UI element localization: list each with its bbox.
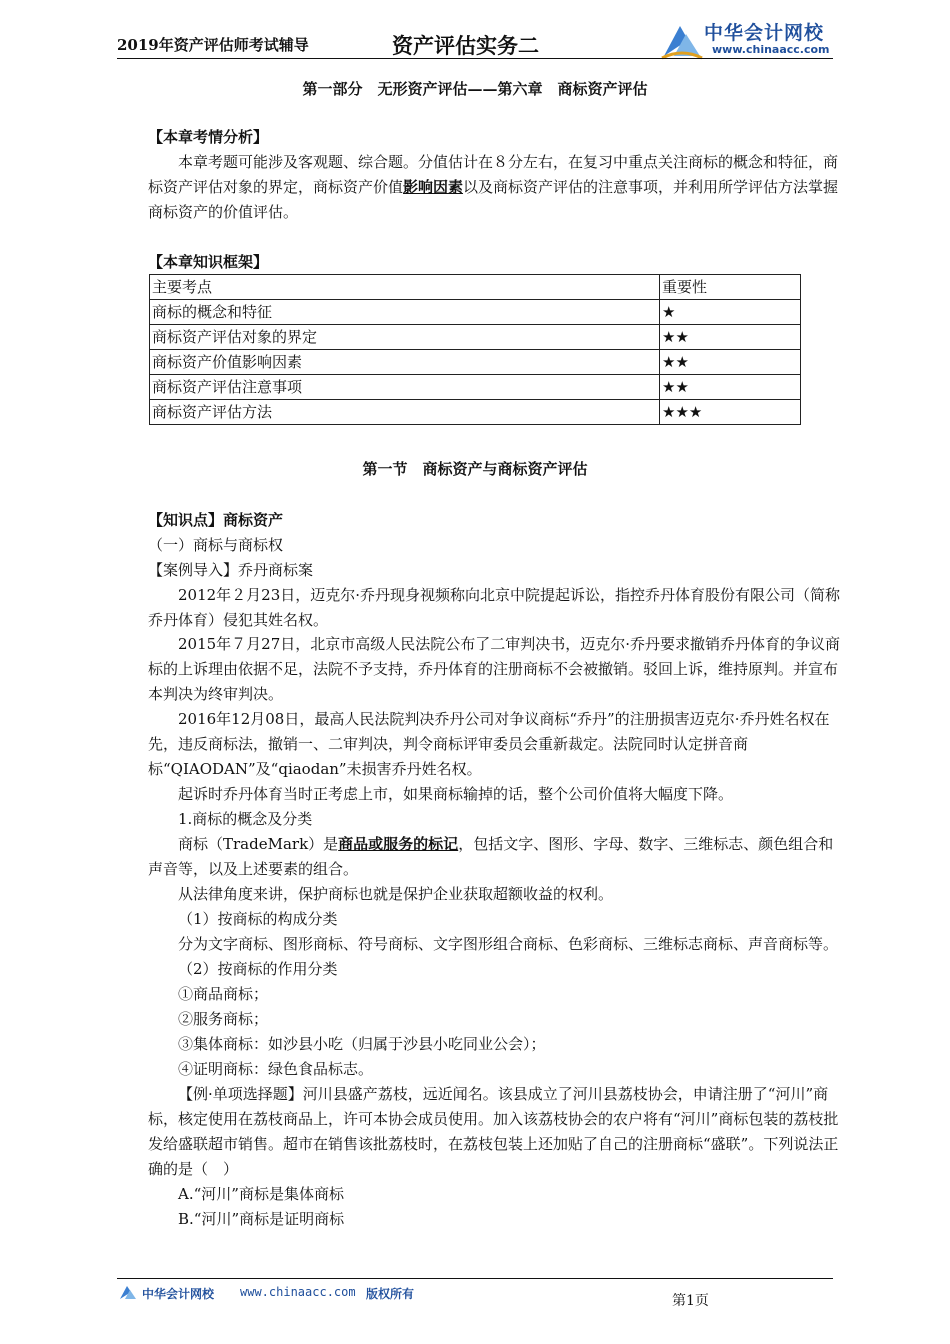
classification-1: （1）按商标的构成分类 <box>178 910 338 928</box>
case-paragraph-4: 起诉时乔丹体育当时正考虑上市，如果商标输掉的话，整个公司价值将大幅度下降。 <box>178 785 734 803</box>
subheading: （一）商标与商标权 <box>148 536 284 554</box>
importance-stars: ★★ <box>660 325 801 350</box>
example-text: 河川县盛产荔枝，远近闻名。该县成立了河川县荔枝协会，申请注册了“河川”商标，核定使用在荔枝商品上，许可本协会成员使用。加入该荔枝协会的农户将有“河川”商标包装的荔枝批发给盛联超市销售。超市在销售该批荔枝时，在荔枝包装上还加贴了自己的注册商标“盛联”。下列说法正确的是（ ） <box>148 1085 839 1178</box>
case-paragraph-1: 2012年２月23日，迈克尔·乔丹现身视频称向北京中院提起诉讼，指控乔丹体育股份有限公司（简称乔丹体育）侵犯其姓名权。 <box>148 586 841 629</box>
analysis-text-part2: 以及商标资产评估的注意事项，并利用所学评估方法掌握商标资产的价值评估。 <box>148 178 839 221</box>
case-paragraph-3: 2016年12月08日，最高人民法院判决乔丹公司对争议商标“乔丹”的注册损害迈克尔·乔丹姓名权在先，违反商标法，撤销一、二审判决，判令商标评审委员会重新裁定。法院同时认定拼音商标“QIAODAN”及“qiaodan”未损害乔丹姓名权。 <box>148 710 830 778</box>
importance-stars: ★★ <box>660 375 801 400</box>
classification-1-text: 分为文字商标、图形商标、符号商标、文字图形组合商标、色彩商标、三维标志商标、声音商标等。 <box>178 935 839 953</box>
table-row <box>150 375 801 400</box>
chapter-title: 第一部分 无形资产评估——第六章 商标资产评估 <box>302 80 648 98</box>
footer-rights: 版权所有 <box>366 1287 415 1301</box>
legal-note: 从法律角度来讲，保护商标也就是保护企业获取超额收益的权利。 <box>178 885 614 903</box>
table-header-cell: 重要性 <box>660 275 801 300</box>
footer-rule <box>117 1278 833 1279</box>
option-a: A.“河川”商标是集体商标 <box>178 1185 344 1203</box>
analysis-text <box>148 150 848 225</box>
logo-name: 中华会计网校 <box>704 22 825 44</box>
table-header-row <box>150 275 801 300</box>
importance-stars: ★★★ <box>660 400 801 425</box>
table-cell: 商标资产价值影响因素 <box>150 350 660 375</box>
importance-stars: ★★ <box>660 350 801 375</box>
list-item: ④证明商标：绿色食品标志。 <box>178 1060 374 1078</box>
definition-part2: ，包括文字、图形、字母、数字、三维标志、颜色组合和声音等，以及上述要素的组合。 <box>148 835 834 878</box>
list-item: ③集体商标：如沙县小吃（归属于沙县小吃同业公会）； <box>178 1035 546 1053</box>
table-header-cell: 主要考点 <box>150 275 660 300</box>
knowledge-point: 【知识点】商标资产 <box>148 511 284 529</box>
framework-table <box>149 274 801 425</box>
case-paragraph-2: 2015年７月27日，北京市高级人民法院公布了二审判决书，迈克尔·乔丹要求撤销乔丹体育的争议商标的上诉理由依据不足，法院不予支持，乔丹体育的注册商标不会被撤销。驳回上诉，维持原判。并宣布本判决为终审判决。 <box>148 635 841 703</box>
table-row <box>150 325 801 350</box>
example-question <box>148 1082 848 1182</box>
footer-logo-icon <box>118 1282 138 1302</box>
trademark-definition <box>148 832 848 882</box>
footer-brand <box>118 1282 438 1306</box>
analysis-heading: 【本章考情分析】 <box>148 128 269 146</box>
logo <box>660 16 840 64</box>
table-row <box>150 350 801 375</box>
page-number: 第1页 <box>672 1293 709 1309</box>
list-item: ①商品商标； <box>178 985 269 1003</box>
table-cell: 商标资产评估注意事项 <box>150 375 660 400</box>
definition-part1: 商标（TradeMark）是 <box>178 835 339 853</box>
header-rule <box>117 58 833 59</box>
example-tag: 【例·单项选择题】 <box>178 1085 303 1103</box>
section-title: 第一节 商标资产与商标资产评估 <box>362 460 588 478</box>
table-cell: 商标资产评估对象的界定 <box>150 325 660 350</box>
logo-url: www.chinaacc.com <box>712 43 830 56</box>
table-cell: 商标资产评估方法 <box>150 400 660 425</box>
header-left: 2019年资产评估师考试辅导 <box>117 36 309 54</box>
footer-url[interactable]: www.chinaacc.com <box>240 1285 356 1299</box>
table-row <box>150 300 801 325</box>
classification-2: （2）按商标的作用分类 <box>178 960 338 978</box>
table-cell: 商标的概念和特征 <box>150 300 660 325</box>
analysis-text-part1: 本章考题可能涉及客观题、综合题。分值估计在８分左右，在复习中重点关注商标的概念和特征，商标资产评估对象的界定，商标资产价值 <box>148 153 839 196</box>
table-row <box>150 400 801 425</box>
header-title: 资产评估实务二 <box>392 33 539 58</box>
definition-emphasis: 商品或服务的标记 <box>338 835 459 853</box>
footer-brand-name: 中华会计网校 <box>142 1287 215 1301</box>
list-item: ②服务商标； <box>178 1010 269 1028</box>
framework-heading: 【本章知识框架】 <box>148 253 269 271</box>
option-b: B.“河川”商标是证明商标 <box>178 1210 345 1228</box>
case-heading: 【案例导入】乔丹商标案 <box>148 561 314 579</box>
logo-icon <box>660 18 704 62</box>
concept-heading: 1.商标的概念及分类 <box>178 810 313 828</box>
analysis-emphasis: 影响因素 <box>403 178 464 196</box>
importance-stars: ★ <box>660 300 801 325</box>
